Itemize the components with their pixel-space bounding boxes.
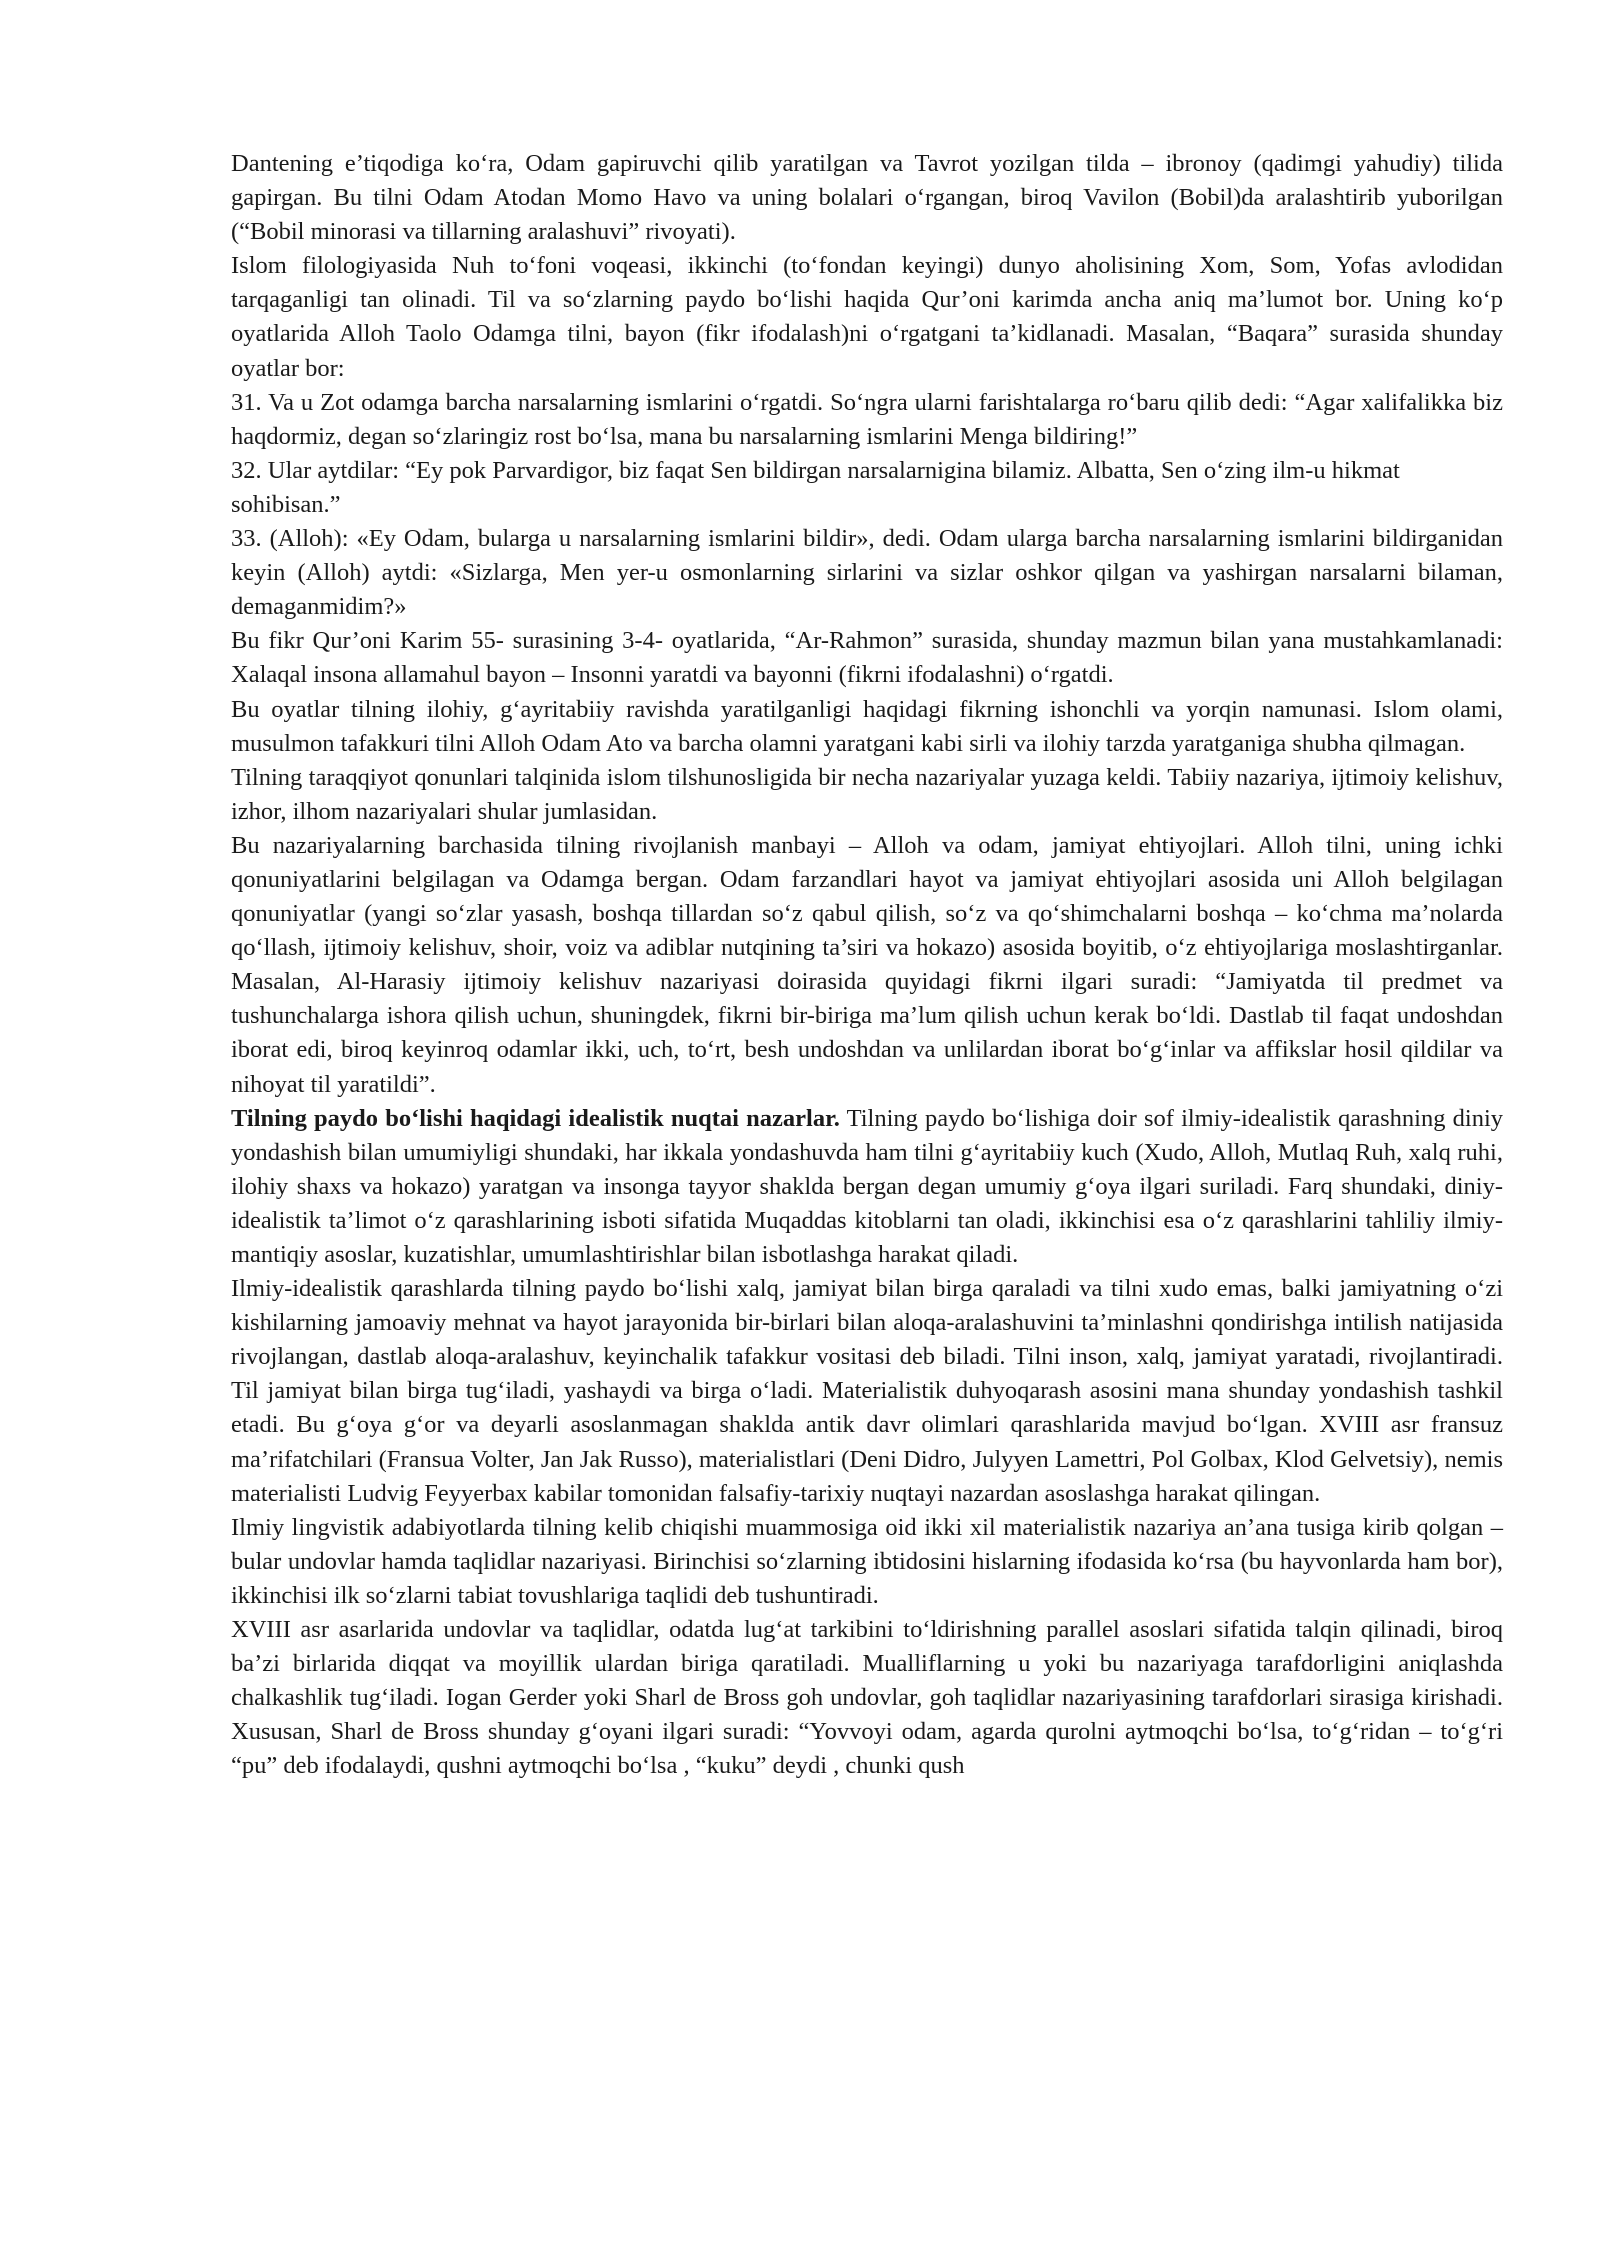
paragraph-islamic-philology: Islom filologiyasida Nuh to‘foni voqeasi, ikkinchi (to‘fondan keyingi) dunyo aholisining Xom, Som, Yofas avlodidan tarqaganligi tan olinadi. Til va so‘zlarning paydo bo‘lishi haqida Qur’oni karimda ancha aniq ma’lumot bor. Uning ko‘p oyatlarida Alloh Taolo Odamga tilni, bayon (fikr ifodalash)ni o‘rgatgani ta’kidlanadi. Masalan, “Baqara” surasida shunday oyatlar bor: <box>231 252 1503 382</box>
paragraph-divine-origin: Bu oyatlar tilning ilohiy, g‘ayritabiiy ravishda yaratilganligi haqidagi fikrning ishonchli va yorqin namunasi. Islom olami, musulmon tafakkuri tilni Alloh Odam Ato va barcha olamni yaratgani kabi sirli va ilohiy tarzda yaratganiga shubha qilmagan. <box>231 695 1503 757</box>
paragraph-idealistic-views <box>231 1102 1503 1272</box>
paragraph-development-source: Bu nazariyalarning barchasida tilning rivojlanish manbayi – Alloh va odam, jamiyat ehtiyojlari. Alloh tilni, uning ichki qonuniyatlarini belgilagan va Odamga bergan. Odam farzandlari hayot va jamiyat ehtiyojlari asosida uni Alloh belgilagan qonuniyatlar (yangi so‘zlar yasash, boshqa tillardan so‘z qabul qilish, so‘z va qo‘shimchalarni boshqa – ko‘chma ma’nolarda qo‘llash, ijtimoiy kelishuv, shoir, voiz va adiblar nutqining ta’siri va hokazo) asosida boyitib, o‘z ehtiyojlariga moslashtirganlar. Masalan, Al-Harasiy ijtimoiy kelishuv nazariyasi doirasida quyidagi fikrni ilgari suradi: “Jamiyatda til predmet va tushunchalarga ishora qilish uchun, shuningdek, fikrni bir-biriga ma’lum qilish uchun kerak bo‘ldi. Dastlab til faqat undoshdan iborat edi, biroq keyinroq odamlar ikki, uch, to‘rt, besh undoshdan va unlilardan iborat bo‘g‘inlar va affikslar hosil qildilar va nihoyat til yaratildi”. <box>231 831 1503 1098</box>
paragraph-verse-32: 32. Ular aytdilar: “Ey pok Parvardigor, biz faqat Sen bildirgan narsalarnigina bilamiz. Albatta, Sen o‘zing ilm-u hikmat sohibisan.” <box>231 456 1400 518</box>
section-heading-body: Tilning paydo bo‘lishiga doir sof ilmiy-idealistik qarashning diniy yondashish bilan umumiyligi shundaki, har ikkala yondashuvda ham tilni g‘ayritabiiy kuch (Xudo, Alloh, Mutlaq Ruh, xalq ruhi, ilohiy shaxs va hokazo) yaratgan va insonga tayyor shaklda bergan degan umumiy g‘oya ilgari suriladi. Farq shundaki, diniy-idealistik ta’limot o‘z qarashlarining isboti sifatida Muqaddas kitoblarni tan oladi, ikkinchisi esa o‘z qarashlarini tahliliy ilmiy-mantiqiy asoslar, kuzatishlar, umumlashtirishlar bilan isbotlashga harakat qiladi. <box>231 1104 1504 1268</box>
paragraph-theories: Tilning taraqqiyot qonunlari talqinida islom tilshunosligida bir necha nazariyalar yuzaga keldi. Tabiiy nazariya, ijtimoiy kelishuv, izhor, ilhom nazariyalari shular jumlasidan. <box>231 763 1503 825</box>
document-page <box>231 147 1503 1784</box>
paragraph-verse-33: 33. (Alloh): «Ey Odam, bularga u narsalarning ismlarini bildir», dedi. Odam ularga barcha narsalarning ismlarini bildirganidan keyin (Alloh) aytdi: «Sizlarga, Men yer-u osmonlarning sirlarini va sizlar oshkor qilgan va yashirgan narsalarni bilaman, demaganmidim?» <box>231 525 1503 621</box>
paragraph-eighteenth-century: XVIII asr asarlarida undovlar va taqlidlar, odatda lug‘at tarkibini to‘ldirishning parallel asoslari sifatida talqin qilinadi, biroq ba’zi birlarida diqqat va moyillik ulardan biriga qaratiladi. Mualliflarning u yoki bu nazariyaga tarafdorligini aniqlashda chalkashlik tug‘iladi. Iogan Gerder yoki Sharl de Bross goh undovlar, goh taqlidlar nazariyasining tarafdorlari sirasiga kirishadi. Xususan, Sharl de Bross shunday g‘oyani ilgari suradi: “Yovvoyi odam, agarda qurolni aytmoqchi bo‘lsa, to‘g‘ridan – to‘g‘ri “pu” deb ifodalaydi, qushni aytmoqchi bo‘lsa , “kuku” deydi , chunki qush <box>231 1616 1503 1780</box>
paragraph-materialistic-theories: Ilmiy lingvistik adabiyotlarda tilning kelib chiqishi muammosiga oid ikki xil materialistik nazariya an’ana tusiga kirib qolgan – bular undovlar hamda taqlidlar nazariyasi. Birinchisi so‘zlarning ibtidosini hislarning ifodasida ko‘rsa (bu hayvonlarda ham bor), ikkinchisi ilk so‘zlarni tabiat tovushlariga taqlidi deb tushuntiradi. <box>231 1513 1503 1609</box>
paragraph-scientific-idealistic: Ilmiy-idealistik qarashlarda tilning paydo bo‘lishi xalq, jamiyat bilan birga qaraladi va tilni xudo emas, balki jamiyatning o‘zi kishilarning jamoaviy mehnat va hayot jarayonida bir-birlari bilan aloqa-aralashuvini ta’minlashni qondirishga intilish natijasida rivojlangan, dastlab aloqa-aralashuv, keyinchalik tafakkur vositasi deb biladi. Tilni inson, xalq, jamiyat yaratadi, rivojlantiradi. Til jamiyat bilan birga tug‘iladi, yashaydi va birga o‘ladi. Materialistik duhyoqarash asosini mana shunday yondashish tashkil etadi. Bu g‘oya g‘or va deyarli asoslanmagan shaklda antik davr olimlari qarashlarida mavjud bo‘lgan. XVIII asr fransuz ma’rifatchilari (Fransua Volter, Jan Jak Russo), materialistlari (Deni Didro, Julyyen Lamettri, Pol Golbax, Klod Gelvetsiy), nemis materialisti Ludvig Feyyerbax kabilar tomonidan falsafiy-tarixiy nuqtayi nazardan asoslashga harakat qilingan. <box>231 1275 1503 1507</box>
paragraph-dante-belief: Dantening e’tiqodiga ko‘ra, Odam gapiruvchi qilib yaratilgan va Tavrot yozilgan tilda – ibronoy (qadimgi yahudiy) tilida gapirgan. Bu tilni Odam Atodan Momo Havo va uning bolalari o‘rgangan, biroq Vavilon (Bobil)da aralashtirib yuborilgan (“Bobil minorasi va tillarning aralashuvi” rivoyati). <box>231 150 1503 246</box>
paragraph-verse-31: 31. Va u Zot odamga barcha narsalarning ismlarini o‘rgatdi. So‘ngra ularni farishtalarga ro‘baru qilib dedi: “Agar xalifalikka biz haqdormiz, degan so‘zlaringiz rost bo‘lsa, mana bu narsalarning ismlarini Menga bildiring!” <box>231 388 1503 450</box>
paragraph-ar-rahmon: Bu fikr Qur’oni Karim 55- surasining 3-4- oyatlarida, “Ar-Rahmon” surasida, shunday mazmun bilan yana mustahkamlanadi: Xalaqal insona allamahul bayon – Insonni yaratdi va bayonni (fikrni ifodalashni) o‘rgatdi. <box>231 627 1503 689</box>
section-heading: Tilning paydo bo‘lishi haqidagi idealistik nuqtai nazarlar. <box>231 1104 840 1132</box>
